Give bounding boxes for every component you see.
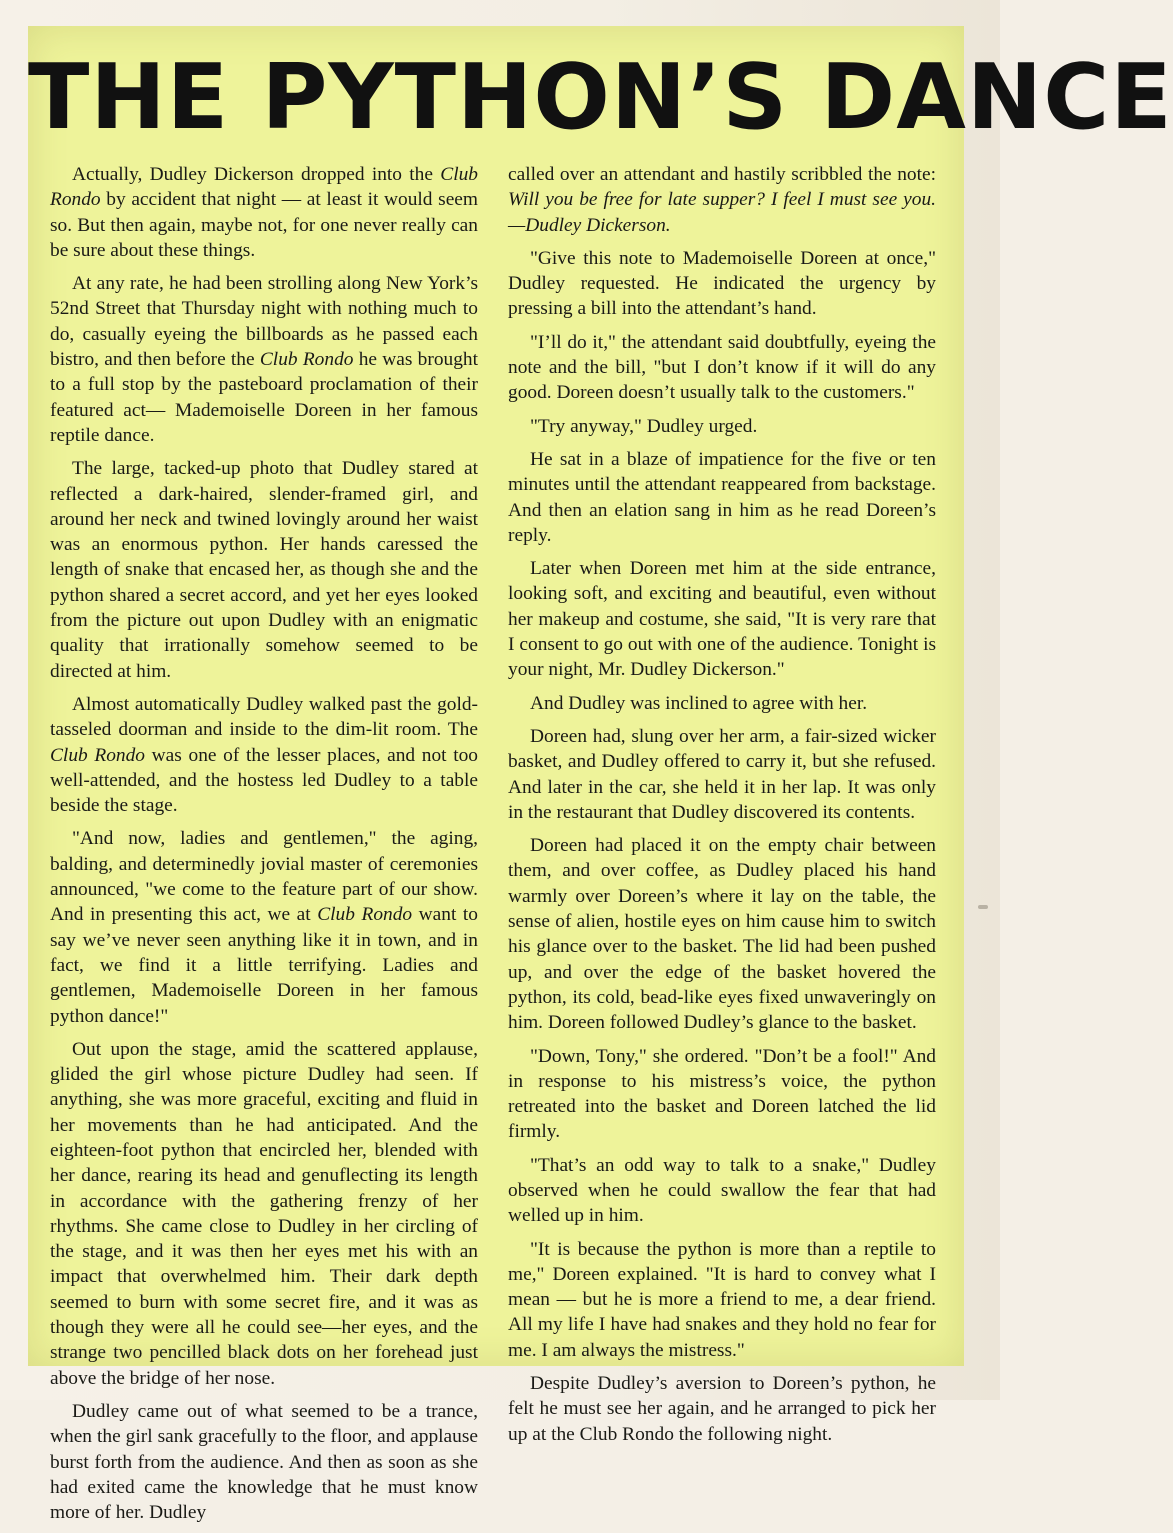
story-paragraph <box>508 246 936 322</box>
paragraph-text: want to say we’ve never seen anything like it in town, and in fact, we find it a little terrifying. Ladies and gentlemen, Mademoiselle Doreen in her famous python dance!" <box>50 904 478 1027</box>
paragraph-text: "Down, Tony," she ordered. "Don’t be a fool!" And in response to his mistress’s voice, the python retreated into the basket and Doreen latched the lid firmly. <box>508 1045 936 1143</box>
italic-text: Club Rondo <box>50 744 146 766</box>
page-edge-mark <box>978 905 988 909</box>
paragraph-text: Almost automatically Dudley walked past the gold-tasseled doorman and inside to the dim-lit room. The <box>50 693 478 741</box>
paragraph-text: by accident that night — at least it would seem so. But then again, maybe not, for one never really can be sure about these things. <box>50 189 478 261</box>
paragraph-text: At any rate, he had been strolling along New York’s 52nd Street that Thursday night with nothing much to do, casually eyeing the billboards as he passed each bistro, and then before the <box>50 273 478 371</box>
story-paragraph <box>508 330 936 406</box>
paragraph-text: he was brought to a full stop by the pasteboard proclamation of their featured act— Mademoiselle Doreen in her famous reptile dance. <box>50 349 479 446</box>
story-paragraph <box>50 456 478 684</box>
italic-text: Club Rondo <box>259 349 354 371</box>
paragraph-text: Out upon the stage, amid the scattered applause, glided the girl whose picture Dudley had seen. If anything, she was more graceful, exciting and fluid in her movements than he had anticipated. And the eighteen-foot python that encircled her, blended with her dance, rearing its head and genuflecting its length in accordance with the gathering frenzy of her rhythms. She came close to Dudley in her circling of the stage, and it was then her eyes met his with an impact that overwhelmed him. Their dark depth seemed to burn with some secret fire, and it was as though they were all he could see—her eyes, and the strange two pencilled black dots on her forehead just above the bridge of her nose. <box>50 1038 478 1389</box>
story-paragraph <box>508 691 936 716</box>
story-paragraph <box>508 1371 936 1447</box>
story-paragraph <box>508 162 936 238</box>
story-paragraph <box>50 1399 478 1525</box>
paragraph-text: "And now, ladies and gentlemen," the aging, balding, and determinedly jovial master of ceremonies announced, "we come to the feature part of our show. And in presenting this act, we at <box>50 828 478 926</box>
story-paragraph <box>508 724 936 825</box>
story-paragraph <box>508 447 936 548</box>
paragraph-text: He sat in a blaze of impatience for the five or ten minutes until the attendant reappeared from backstage. And then an elation sang in him as he read Doreen’s reply. <box>508 448 936 546</box>
right-column <box>508 162 936 1455</box>
italic-text: Club Rondo <box>50 164 478 211</box>
paragraph-text: called over an attendant and hastily scribbled the note: <box>508 164 936 185</box>
left-column <box>50 162 478 1533</box>
story-paragraph <box>508 556 936 682</box>
paragraph-text: And Dudley was inclined to agree with her. <box>530 692 868 714</box>
story-paragraph <box>50 271 478 448</box>
paragraph-text: Actually, Dudley Dickerson dropped into the <box>72 164 441 185</box>
story-paragraph <box>50 826 478 1028</box>
story-paragraph <box>508 1153 936 1229</box>
story-paragraph <box>508 1237 936 1363</box>
paragraph-text: was one of the lesser places, and not too well-attended, and the hostess led Dudley to a table beside the stage. <box>50 744 479 817</box>
story-title: THE PYTHON’S DANCE <box>28 45 1173 150</box>
paragraph-text: "I’ll do it," the attendant said doubtfully, eyeing the note and the bill, "but I don’t know if it will do any good. Doreen doesn’t usually talk to the customers." <box>508 331 936 404</box>
paragraph-text: "Give this note to Mademoiselle Doreen at once," Dudley requested. He indicated the urgency by pressing a bill into the attendant’s hand. <box>508 247 936 320</box>
paragraph-text: Later when Doreen met him at the side entrance, looking soft, and exciting and beautiful, even without her makeup and costume, she said, "It is very rare that I consent to go out with one of the audience. Tonight is your night, Mr. Dudley Dickerson." <box>508 558 936 681</box>
story-paragraph <box>50 1037 478 1391</box>
paragraph-text: "That’s an odd way to talk to a snake," Dudley observed when he could swallow the fear that had welled up in him. <box>508 1154 936 1227</box>
story-paragraph <box>508 833 936 1035</box>
paragraph-text: Doreen had placed it on the empty chair between them, and over coffee, as Dudley placed his hand warmly over Doreen’s where it lay on the table, the sense of alien, hostile eyes on him cause him to switch his glance over to the basket. The lid had been pushed up, and over the edge of the basket hovered the python, its cold, bead-like eyes fixed unwaveringly on him. Doreen followed Dudley’s glance to the basket. <box>508 835 936 1034</box>
story-paragraph <box>50 692 478 818</box>
paragraph-text: Despite Dudley’s aversion to Doreen’s python, he felt he must see her again, and he arranged to pick her up at the Club Rondo the following night. <box>508 1373 936 1445</box>
story-paragraph <box>50 162 478 263</box>
italic-text: Club Rondo <box>317 904 413 926</box>
story-paragraph <box>508 1044 936 1145</box>
paragraph-text: Dudley came out of what seemed to be a trance, when the girl sank gracefully to the floor, and applause burst forth from the audience. And then as soon as she had exited came the knowledge that he must know more of her. Dudley <box>50 1400 478 1524</box>
paragraph-text: The large, tacked-up photo that Dudley stared at reflected a dark-haired, slender-framed girl, and around her neck and twined lovingly around her waist was an enormous python. Her hands caressed the length of snake that encased her, as though she and the python shared a secret accord, and yet her eyes looked from the picture out upon Dudley with an enigmatic quality that irrationally somehow seemed to be directed at him. <box>50 458 478 682</box>
story-paragraph <box>508 414 936 439</box>
paragraph-text: "Try anyway," Dudley urged. <box>530 415 758 437</box>
paragraph-text: Doreen had, slung over her arm, a fair-sized wicker basket, and Dudley offered to carry it, but she refused. And later in the car, she held it in her lap. It was only in the restaurant that Dudley discovered its contents. <box>508 725 936 823</box>
paragraph-text: "It is because the python is more than a reptile to me," Doreen explained. "It is hard to convey what I mean — but he is more a friend to me, a dear friend. All my life I have had snakes and they hold no fear for me. I am always the mistress." <box>508 1238 936 1361</box>
italic-text: Will you be free for late supper? I feel I must see you.—Dudley Dickerson. <box>508 189 936 236</box>
